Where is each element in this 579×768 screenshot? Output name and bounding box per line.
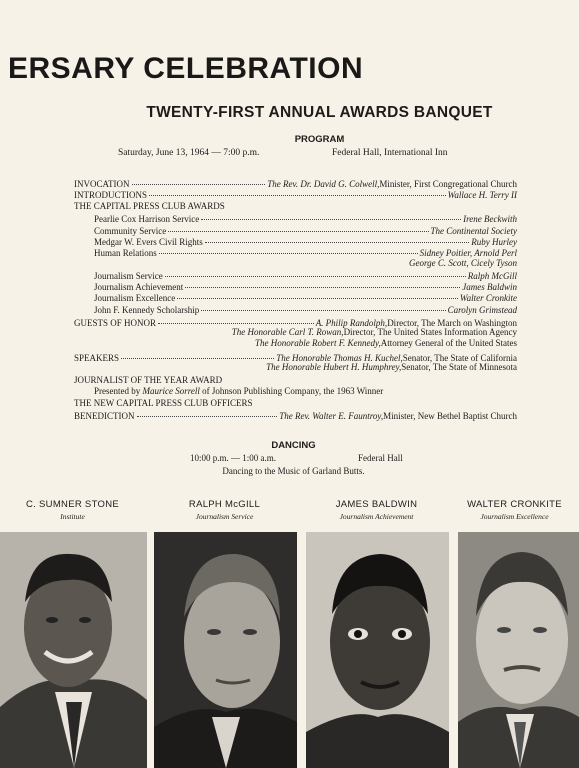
- speakers-line: The Honorable Hubert H. Humphrey, Senator, The State of Minnesota: [266, 362, 517, 373]
- event-date-time: Saturday, June 13, 1964 — 7:00 p.m.: [118, 148, 260, 158]
- program-item-introductions: INTRODUCTIONS Wallace H. Terry II: [74, 188, 517, 199]
- program-list: [74, 177, 517, 420]
- award-row-continuation: George C. Scott, Cicely Tyson: [409, 257, 517, 268]
- award-row: Journalism Excellence Walter Cronkite: [74, 291, 517, 302]
- honoree-caption: C. SUMNER STONE Institute: [25, 499, 119, 521]
- award-row: Human Relations Sidney Poitier, Arnold Perl: [74, 246, 517, 257]
- program-item-benediction: BENEDICTION The Rev. Walter E. Fauntroy, Minister, New Bethel Baptist Church: [74, 409, 517, 420]
- portrait-photo: [458, 532, 579, 768]
- event-venue: Federal Hall, International Inn: [332, 148, 448, 158]
- guests-line: The Honorable Robert F. Kennedy, Attorney General of the United States: [254, 338, 517, 349]
- award-row: Pearlie Cox Harrison Service Irene Beckwith: [74, 212, 517, 223]
- leader-dots: [159, 244, 418, 254]
- awards-heading: THE CAPITAL PRESS CLUB AWARDS: [74, 201, 225, 212]
- leader-dots: [121, 349, 274, 359]
- leader-dots: [201, 210, 461, 220]
- leader-dots: [158, 314, 314, 324]
- award-row: Journalism Achievement James Baldwin: [74, 280, 517, 291]
- banner-title: ERSARY CELEBRATION: [8, 52, 364, 85]
- dancing-time: 10:00 p.m. — 1:00 a.m.: [190, 453, 276, 463]
- leader-dots: [165, 267, 466, 277]
- portrait-photo: [0, 532, 147, 768]
- program-item-guests: GUESTS OF HONOR A. Philip Randolph, Director, The March on Washington: [74, 316, 517, 327]
- portrait-photo: [154, 532, 297, 768]
- leader-dots: [177, 289, 458, 299]
- leader-dots: [205, 233, 470, 243]
- award-row: John F. Kennedy Scholarship Carolyn Grimstead: [74, 303, 517, 314]
- leader-dots: [168, 222, 428, 232]
- program-label: PROGRAM: [294, 134, 345, 145]
- award-row: Medgar W. Evers Civil Rights Ruby Hurley: [74, 235, 517, 246]
- leader-dots: [137, 407, 278, 417]
- dancing-venue: Federal Hall: [358, 453, 403, 463]
- journalist-of-year-heading: JOURNALIST OF THE YEAR AWARD: [74, 375, 223, 386]
- program-item-speakers: SPEAKERS The Honorable Thomas H. Kuchel, Senator, The State of California: [74, 351, 517, 362]
- event-subtitle: TWENTY-FIRST ANNUAL AWARDS BANQUET: [146, 104, 493, 121]
- dancing-music: Dancing to the Music of Garland Butts.: [222, 466, 365, 476]
- leader-dots: [185, 278, 460, 288]
- honoree-caption: JAMES BALDWIN Journalism Achievement: [335, 499, 418, 521]
- leader-dots: [149, 186, 446, 196]
- honoree-caption: RALPH McGILL Journalism Service: [188, 499, 261, 521]
- journalist-of-year-presenter: Presented by Maurice Sorrell of Johnson Publishing Company, the 1963 Winner: [94, 386, 384, 397]
- leader-dots: [132, 175, 266, 185]
- award-row: Community Service The Continental Society: [74, 224, 517, 235]
- leader-dots: [201, 301, 445, 311]
- program-item-invocation: INVOCATION The Rev. Dr. David G. Colwell, Minister, First Congregational Church: [74, 177, 517, 188]
- dancing-title: DANCING: [271, 440, 316, 451]
- honoree-caption: WALTER CRONKITE Journalism Excellence: [467, 499, 562, 521]
- portrait-photo: [306, 532, 449, 768]
- officers-heading: THE NEW CAPITAL PRESS CLUB OFFICERS: [74, 397, 253, 408]
- guests-line: The Honorable Carl T. Rowan, Director, The United States Information Agency: [231, 326, 517, 337]
- award-row: Journalism Service Ralph McGill: [74, 269, 517, 280]
